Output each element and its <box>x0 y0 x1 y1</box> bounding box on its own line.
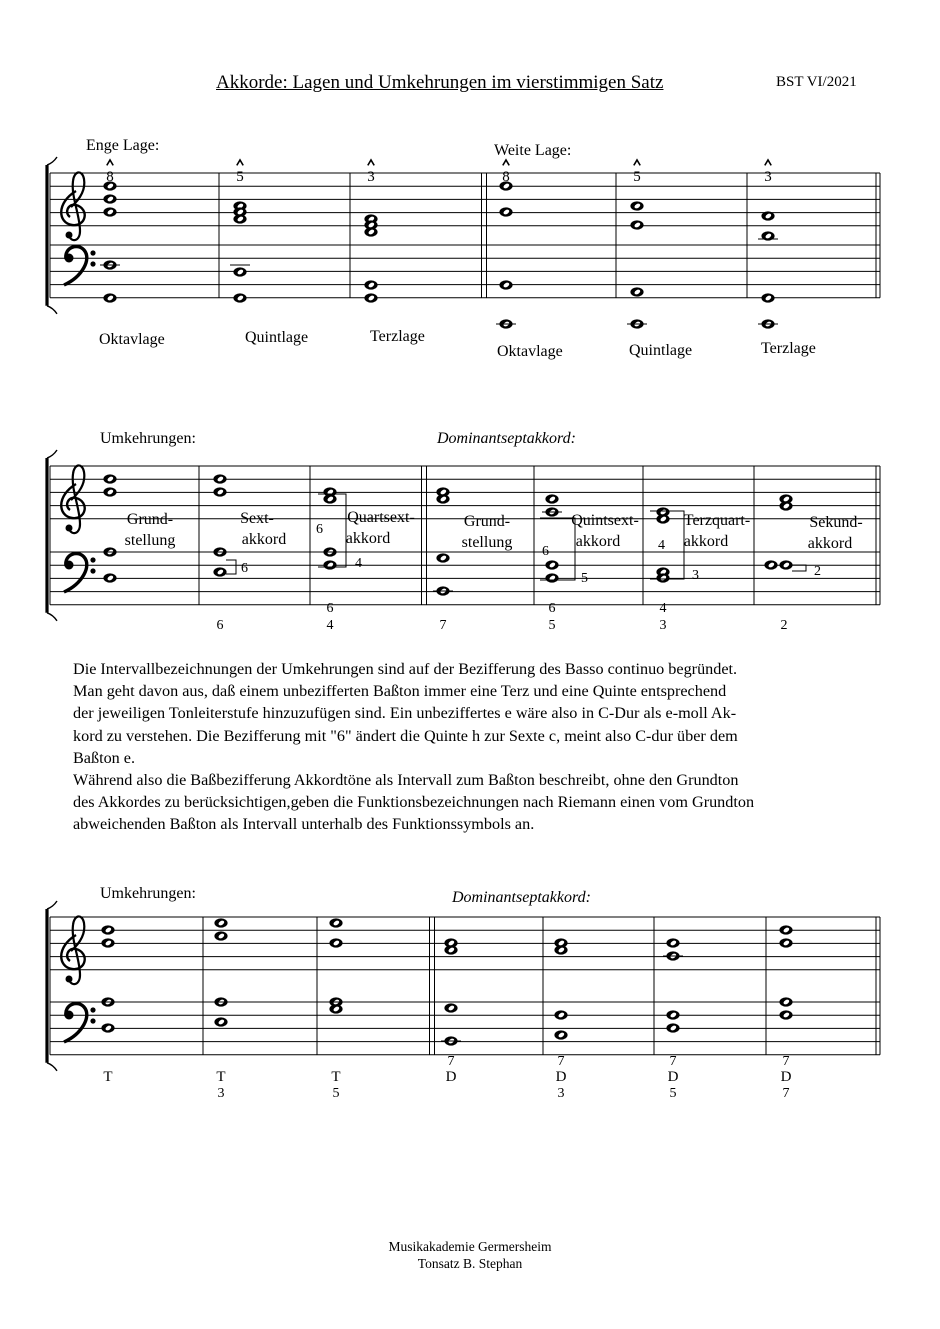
paragraph-line: Baßton e. <box>73 748 136 767</box>
heading-dominantseptakkord-2: Dominantseptakkord: <box>452 889 591 906</box>
bass-note <box>554 1030 567 1039</box>
inversion-label: Terzquart- <box>683 512 751 529</box>
function-sub: 7 <box>782 1086 790 1101</box>
chord-note <box>103 207 116 216</box>
function-sym: T <box>216 1069 226 1085</box>
chord-note <box>656 514 669 523</box>
chord-note <box>779 938 792 947</box>
bracket-hook-top <box>47 901 57 909</box>
function-sup: 7 <box>557 1054 565 1069</box>
chord-note <box>761 211 774 220</box>
label-quintlage: Quintlage <box>245 329 309 346</box>
chord-note <box>364 227 377 236</box>
function-sub: 3 <box>217 1086 225 1101</box>
paragraph-line: kord zu verstehen. Die Bezifferung mit "6" ändert die Quinte h zur Sexte c, meint also C-dur über dem <box>73 726 738 745</box>
bracket-hook-bottom <box>47 613 57 621</box>
function-sym: T <box>331 1069 341 1085</box>
bass-note <box>779 997 792 1006</box>
function-sym: T <box>103 1069 113 1085</box>
heading-umkehrungen-2: Umkehrungen: <box>100 885 196 902</box>
figure-lower: 3 <box>659 618 667 633</box>
heading-dominantseptakkord: Dominantseptakkord: <box>437 430 576 447</box>
bracket-hook-bottom <box>47 1063 57 1071</box>
bracket-hook-bottom <box>47 306 57 314</box>
inversion-label: Quintsext- <box>571 512 639 529</box>
explanation-paragraph <box>73 658 883 836</box>
paragraph-line: Die Intervallbezeichnungen der Umkehrungen sind auf der Bezifferung des Basso continuo begründet. <box>73 660 738 678</box>
figure-lower: 5 <box>548 618 556 633</box>
inversion-label: stellung <box>461 534 513 551</box>
chord-note <box>545 494 558 503</box>
bass-note <box>233 293 246 302</box>
bracket-hook-top <box>47 157 57 165</box>
system-inversions-functions <box>47 901 880 1071</box>
top-mark: 3 <box>764 169 772 185</box>
bass-clef <box>64 554 96 592</box>
bass-clef <box>64 247 96 285</box>
chord-note <box>499 207 512 216</box>
inversion-labels <box>125 509 863 552</box>
heading-umkehrungen: Umkehrungen: <box>100 430 196 447</box>
chord-note <box>554 945 567 954</box>
bracket-number: 3 <box>692 568 699 583</box>
paragraph-line: Während also die Baßbezifferung Akkordtöne als Intervall zum Baßton beschreibt, ohne den Grundton <box>73 771 739 790</box>
chord-note <box>444 945 457 954</box>
inversion-label: akkord <box>575 533 621 550</box>
footer-author: Tonsatz B. Stephan <box>417 1256 523 1271</box>
bass-note <box>761 293 774 302</box>
function-sym: D <box>780 1069 792 1085</box>
bracket-number: 4 <box>658 538 665 553</box>
inversion-label: stellung <box>124 532 176 549</box>
chord-note <box>103 474 116 483</box>
bass-note <box>444 1003 457 1012</box>
bass-note <box>323 560 336 569</box>
function-sup: 7 <box>669 1054 677 1069</box>
top-mark: 5 <box>236 169 244 185</box>
bass-note <box>779 1010 792 1019</box>
label-terzlage-weit: Terzlage <box>761 340 816 357</box>
inversion-label: akkord <box>683 533 729 550</box>
figure-lower: 2 <box>780 618 788 633</box>
figure-lower: 4 <box>326 618 334 633</box>
inversion-label: Quartsext- <box>347 509 415 526</box>
function-sub: 5 <box>332 1086 340 1101</box>
document-code: BST VI/2021 <box>776 74 857 90</box>
chord-note <box>101 925 114 934</box>
chord-note <box>779 925 792 934</box>
chord-note <box>329 918 342 927</box>
paragraph-line: abweichenden Baßton als Intervall unterhalb des Funktionssymbols an. <box>73 815 535 834</box>
bass-note <box>545 560 558 569</box>
bass-note <box>213 567 226 576</box>
label-oktavlage-weit: Oktavlage <box>497 343 563 360</box>
bass-note <box>364 280 377 289</box>
bass-note <box>666 1023 679 1032</box>
inversion-label: Grund- <box>463 513 511 530</box>
label-terzlage: Terzlage <box>370 328 425 345</box>
function-sym: D <box>555 1069 567 1085</box>
bass-note <box>630 287 643 296</box>
figured-bass <box>217 601 788 633</box>
footer <box>0 1238 940 1272</box>
heading-enge-lage: Enge Lage: <box>86 137 160 154</box>
paragraph-line: der jeweiligen Tonleiterstufe hinzuzufügen sind. Ein unbeziffertes e wäre also in C-Dur als e-moll Ak- <box>73 704 737 723</box>
paragraph-line: Man geht davon aus, daß einem unbezifferten Baßton immer eine Terz und eine Quinte entsprechend <box>73 682 727 701</box>
accent-mark <box>765 160 771 165</box>
function-sub: 5 <box>669 1086 677 1101</box>
chord-note <box>630 201 643 210</box>
bracket-hook-top <box>47 450 57 458</box>
bass-note <box>764 560 777 569</box>
figure-upper: 6 <box>548 601 556 616</box>
chord-note <box>323 494 336 503</box>
footer-institution: Musikakademie Germersheim <box>388 1239 552 1254</box>
accent-mark <box>503 160 509 165</box>
accent-mark <box>634 160 640 165</box>
figure-upper: 6 <box>326 601 334 616</box>
bass-note <box>103 573 116 582</box>
top-marks <box>106 169 772 185</box>
chord-note <box>214 931 227 940</box>
bass-note <box>103 293 116 302</box>
chord-note <box>213 487 226 496</box>
chord-note <box>213 474 226 483</box>
function-sym: D <box>445 1069 457 1085</box>
system-positions <box>47 157 880 329</box>
chord-note <box>103 487 116 496</box>
bass-note <box>666 1010 679 1019</box>
paragraph-line: des Akkordes zu berücksichtigen,geben die Funktionsbezeichnungen nach Riemann einen vom Grundton <box>73 793 755 812</box>
chord-note <box>630 220 643 229</box>
inversion-label: akkord <box>241 531 287 548</box>
bracket-number: 6 <box>316 522 323 537</box>
bass-note <box>656 573 669 582</box>
label-oktavlage: Oktavlage <box>99 331 165 348</box>
figure-lower: 6 <box>216 618 224 633</box>
bass-note <box>545 573 558 582</box>
accent-mark <box>368 160 374 165</box>
bass-note <box>554 1010 567 1019</box>
bass-note <box>436 553 449 562</box>
bass-note <box>233 267 246 276</box>
page-title: Akkorde: Lagen und Umkehrungen im vierstimmigen Satz <box>216 72 664 93</box>
top-mark: 5 <box>633 169 641 185</box>
bracket-number: 5 <box>581 571 588 586</box>
chord-note <box>329 938 342 947</box>
function-sup: 7 <box>447 1054 455 1069</box>
bass-note <box>101 1023 114 1032</box>
treble-clef <box>61 172 84 240</box>
inversion-label: akkord <box>807 535 853 552</box>
bracket-number: 4 <box>355 556 362 571</box>
interval-bracket <box>226 560 236 574</box>
bass-note <box>329 1004 342 1013</box>
bracket-number: 2 <box>814 564 821 579</box>
chord-note <box>233 214 246 223</box>
treble-clef <box>61 916 84 984</box>
function-sym: D <box>667 1069 679 1085</box>
position-labels <box>99 328 816 360</box>
chord-note <box>103 194 116 203</box>
accent-mark <box>107 160 113 165</box>
inversion-label: Grund- <box>126 511 174 528</box>
top-mark: 8 <box>106 169 114 185</box>
bracket-number: 6 <box>542 544 549 559</box>
bracket-number: 6 <box>241 561 248 576</box>
function-symbols <box>103 1054 791 1101</box>
chord-note <box>779 501 792 510</box>
chord-note <box>436 494 449 503</box>
top-mark: 3 <box>367 169 375 185</box>
chord-note <box>101 938 114 947</box>
function-sub: 3 <box>557 1086 565 1101</box>
inversion-label: Sext- <box>240 510 274 527</box>
figure-lower: 7 <box>439 618 447 633</box>
bass-note <box>364 293 377 302</box>
figure-upper: 4 <box>659 601 667 616</box>
treble-clef <box>61 465 84 533</box>
interval-bracket <box>792 565 806 571</box>
heading-weite-lage: Weite Lage: <box>494 142 572 159</box>
bass-note <box>499 280 512 289</box>
bass-clef <box>64 1004 96 1042</box>
top-mark: 8 <box>502 169 510 185</box>
function-sup: 7 <box>782 1054 790 1069</box>
inversion-label: Sekund- <box>809 514 863 531</box>
chord-note <box>666 938 679 947</box>
bass-note <box>214 1017 227 1026</box>
label-quintlage-weit: Quintlage <box>629 342 693 359</box>
chord-note <box>214 918 227 927</box>
bass-note <box>779 560 792 569</box>
accent-mark <box>237 160 243 165</box>
inversion-label: akkord <box>345 530 391 547</box>
